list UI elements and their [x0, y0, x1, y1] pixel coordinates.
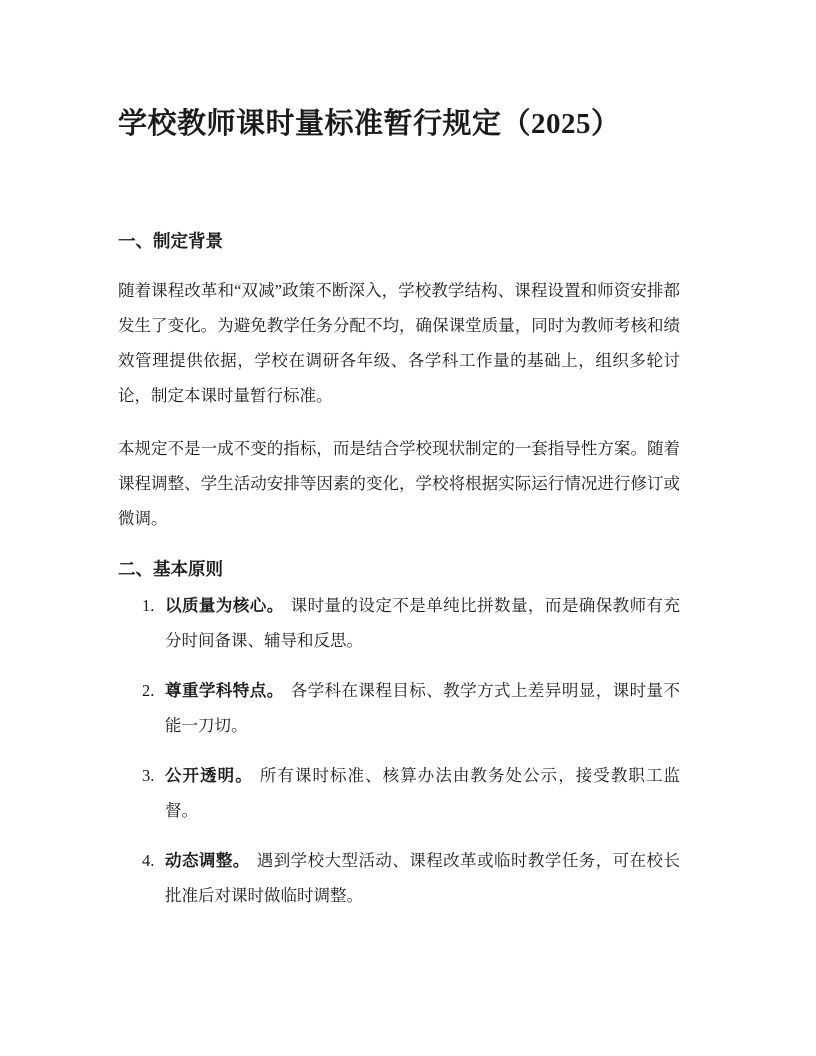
list-item-subject [118, 673, 680, 743]
list-term: 公开透明。 [165, 766, 253, 785]
list-number: 1. [142, 596, 155, 615]
list-text: 所有课时标准、核算办法由教务处公示，接受教职工监督。 [165, 766, 681, 820]
list-term: 尊重学科特点。 [165, 681, 284, 700]
list-number: 3. [142, 766, 155, 785]
paragraph-background-1: 随着课程改革和“双减”政策不断深入，学校教学结构、课程设置和师资安排都发生了变化。为避免教学任务分配不均，确保课堂质量，同时为教师考核和绩效管理提供依据，学校在调研各年级、各学科工作量的基础上，组织多轮讨论，制定本课时量暂行标准。 [118, 281, 680, 405]
list-number: 2. [142, 681, 155, 700]
list-item-quality [118, 588, 680, 658]
list-text: 课时量的设定不是单纯比拼数量，而是确保教师有充分时间备课、辅导和反思。 [165, 596, 681, 650]
list-term: 动态调整。 [165, 851, 250, 870]
principles-list [118, 588, 680, 913]
list-item-dynamic [118, 843, 680, 913]
list-item-transparency [118, 758, 680, 828]
list-number: 4. [142, 851, 155, 870]
paragraph-background-2: 本规定不是一成不变的指标，而是结合学校现状制定的一套指导性方案。随着课程调整、学生活动安排等因素的变化，学校将根据实际运行情况进行修订或微调。 [118, 439, 680, 528]
section-heading-background: 一、制定背景 [118, 231, 223, 251]
list-text: 各学科在课程目标、教学方式上差异明显，课时量不能一刀切。 [165, 681, 681, 735]
section-heading-principles: 二、基本原则 [118, 559, 223, 579]
list-text: 遇到学校大型活动、课程改革或临时教学任务，可在校长批准后对课时做临时调整。 [165, 851, 681, 905]
document-title: 学校教师课时量标准暂行规定（2025） [118, 108, 621, 140]
list-term: 以质量为核心。 [165, 596, 284, 615]
